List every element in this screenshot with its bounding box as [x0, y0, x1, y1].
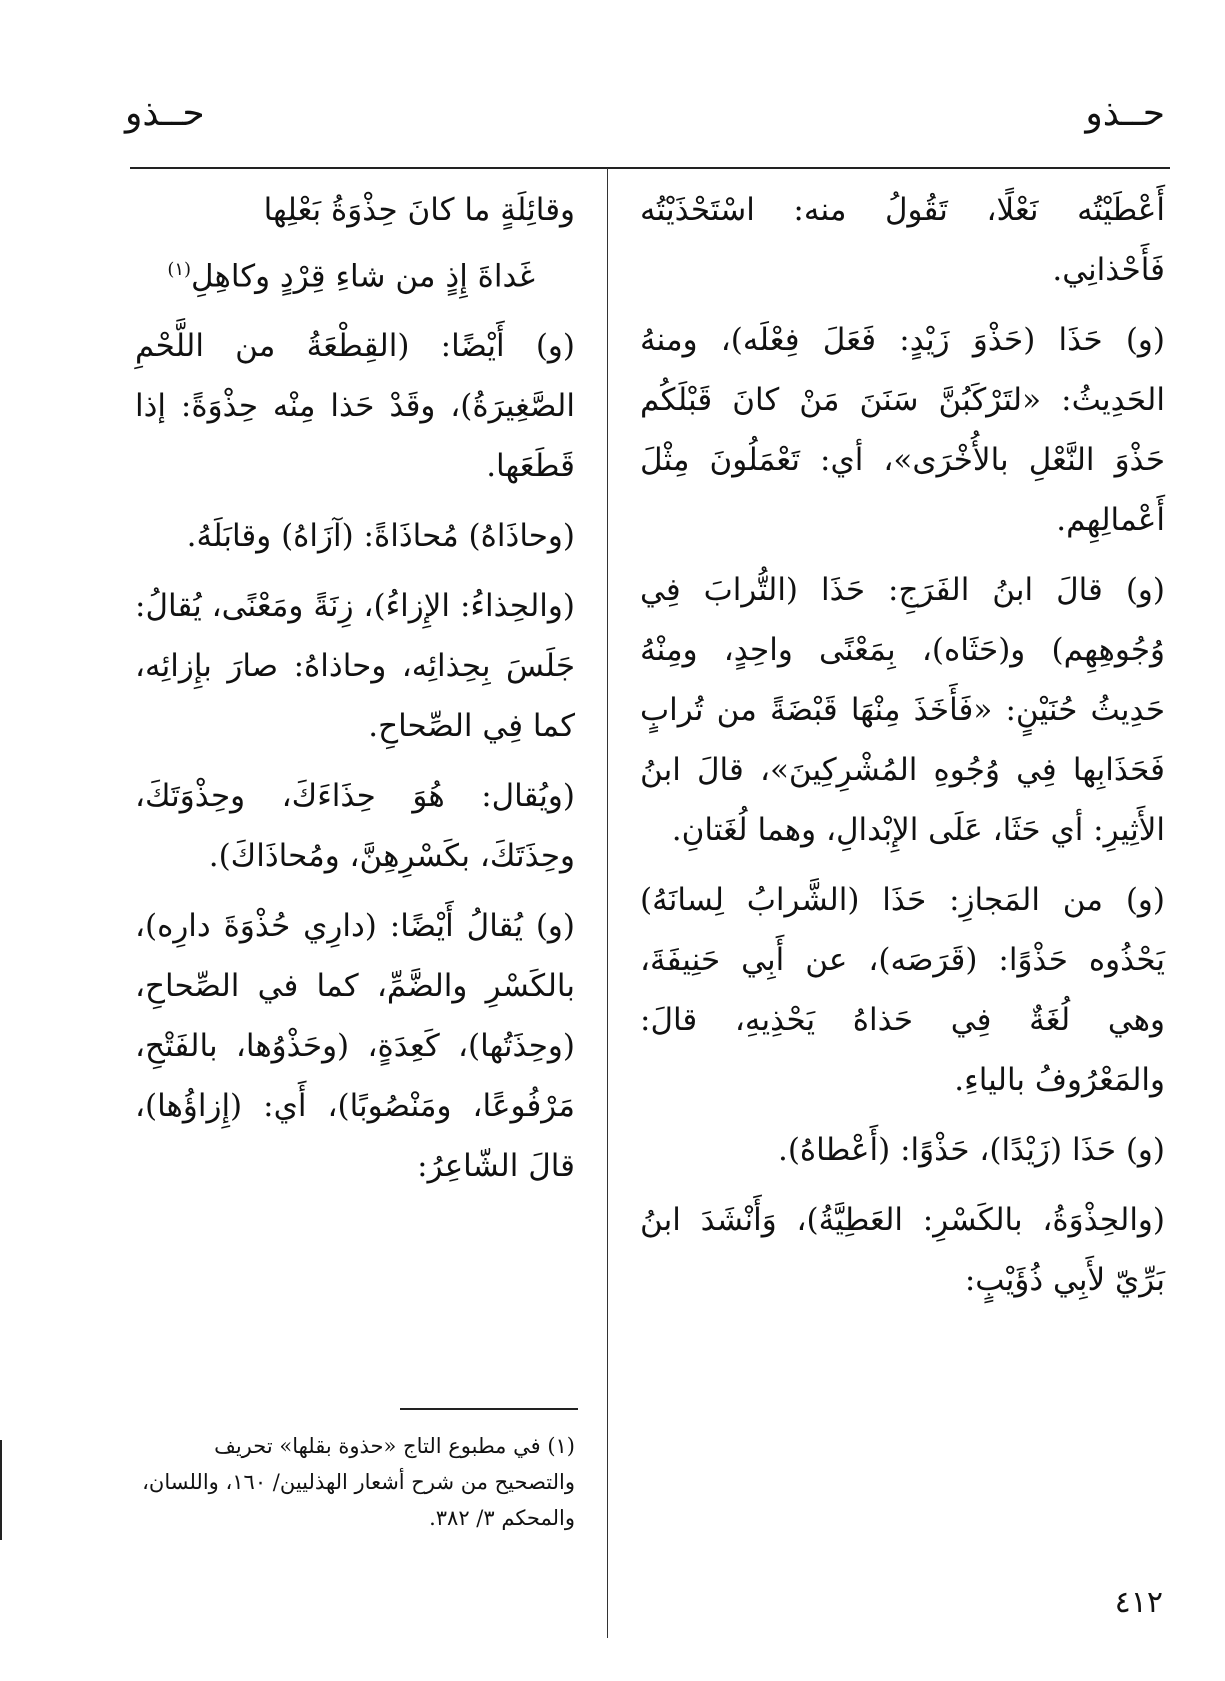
- verse-line-2-text: غَداةَ إِذٍ من شاءِ قِرْدٍ وكاهِلِ: [191, 258, 535, 295]
- paragraph: (و) من المَجازِ: حَذَا (الشَّرابُ لِسانَهُ) يَحْذُوه حَذْوًا: (قَرَصَه)، عن أَبِي حَنِيفَةَ، وهي لُغَةٌ فِي حَذاهُ يَحْذِيهِ، قالَ: والمَعْرُوفُ بالياءِ.: [640, 882, 1165, 1098]
- paragraph: (والحِذْوَةُ، بالكَسْرِ: العَطِيَّةُ)، وَأَنْشَدَ ابنُ بَرِّيّ لأَبِي ذُؤَيْبٍ:: [640, 1202, 1165, 1298]
- footnote-marker: (١): [167, 259, 192, 280]
- right-column: [640, 180, 1165, 1320]
- paragraph: (و) يُقالُ أَيْضًا: (دارِي حُذْوَةَ دارِه)، بالكَسْرِ والضَّمِّ، كما في الصِّحاحِ، (وحِذَتُها)، كَعِدَةٍ، (وحَذْوُها، بالفَتْحِ، مَرْفُوعًا، ومَنْصُوبًا)، أَي: (إِزاؤُها)، قالَ الشّاعِرُ:: [135, 908, 575, 1185]
- paragraph: (و) أَيْضًا: (القِطْعَةُ من اللَّحْمِ الصَّغِيرَةُ)، وقَدْ حَذا مِنْه حِذْوَةً: إذا قَطَعَها.: [135, 328, 575, 485]
- header-rule: [130, 167, 1170, 169]
- page-number: ٤١٢: [1114, 1585, 1163, 1620]
- footnote: (١) في مطبوع التاج «حذوة بقلها» تحريف والتصحيح من شرح أشعار الهذليين/ ١٦٠، واللسان، والمحكم ٣/ ٣٨٢.: [142, 1434, 575, 1530]
- paragraph: (و) حَذَا (زَيْدًا)، حَذْوًا: (أَعْطاهُ).: [777, 1132, 1165, 1168]
- verse-line-1: وقائِلَةٍ ما كانَ حِذْوَةُ بَعْلِها: [263, 192, 575, 228]
- paragraph: (ويُقال: هُوَ حِذَاءَكَ، وحِذْوَتَكَ، وحِذَتَكَ، بكَسْرِهِنَّ، ومُحاذَاكَ).: [135, 778, 575, 875]
- running-header-right: حــذو: [1085, 93, 1165, 134]
- left-column: [135, 180, 575, 1206]
- paragraph: (و) حَذَا (حَذْوَ زَيْدٍ: فَعَلَ فِعْلَه)، ومنهُ الحَدِيثُ: «لتَرْكَبُنَّ سَنَنَ مَنْ كانَ قَبْلَكُم حَذْوَ النَّعْلِ بالأُخْرَى»، أي: تَعْمَلُونَ مِثْلَ أَعْمالِهِم.: [640, 322, 1165, 538]
- verse-line-2: [135, 240, 575, 306]
- poetry-verse: [135, 180, 575, 306]
- footnote-rule: [400, 1408, 578, 1410]
- running-header-left: حــذو: [125, 93, 205, 134]
- column-divider: [607, 168, 608, 1638]
- scan-edge-mark: [0, 1440, 2, 1540]
- paragraph: (والحِذاءُ: الإِزاءُ)، زِنَةً ومَعْنًى، يُقالُ: جَلَسَ بِحِذائِه، وحاذاهُ: صارَ بإِزائِه، كما فِي الصِّحاحِ.: [135, 588, 575, 745]
- paragraph: (وحاذَاهُ) مُحاذَاةً: (آزَاهُ) وقابَلَهُ.: [186, 518, 575, 555]
- paragraph: أَعْطَيْتُه نَعْلًا، تَقُولُ منه: اسْتَحْذَيْتُه فَأَحْذانِي.: [640, 192, 1165, 288]
- paragraph: (و) قالَ ابنُ الفَرَجِ: حَذَا (التُّرابَ فِي وُجُوهِهِم) و(حَثَاه)، بِمَعْنًى واحِدٍ، ومِنْهُ حَدِيثُ حُنَيْنٍ: «فَأَخَذَ مِنْهَا قَبْضَةً من تُرابٍ فَحَذَابِها فِي وُجُوهِ المُشْرِكِينَ»، قالَ ابنُ الأَثِيرِ: أي حَثَا، عَلَى الإِبْدالِ، وهما لُغَتانِ.: [640, 572, 1165, 848]
